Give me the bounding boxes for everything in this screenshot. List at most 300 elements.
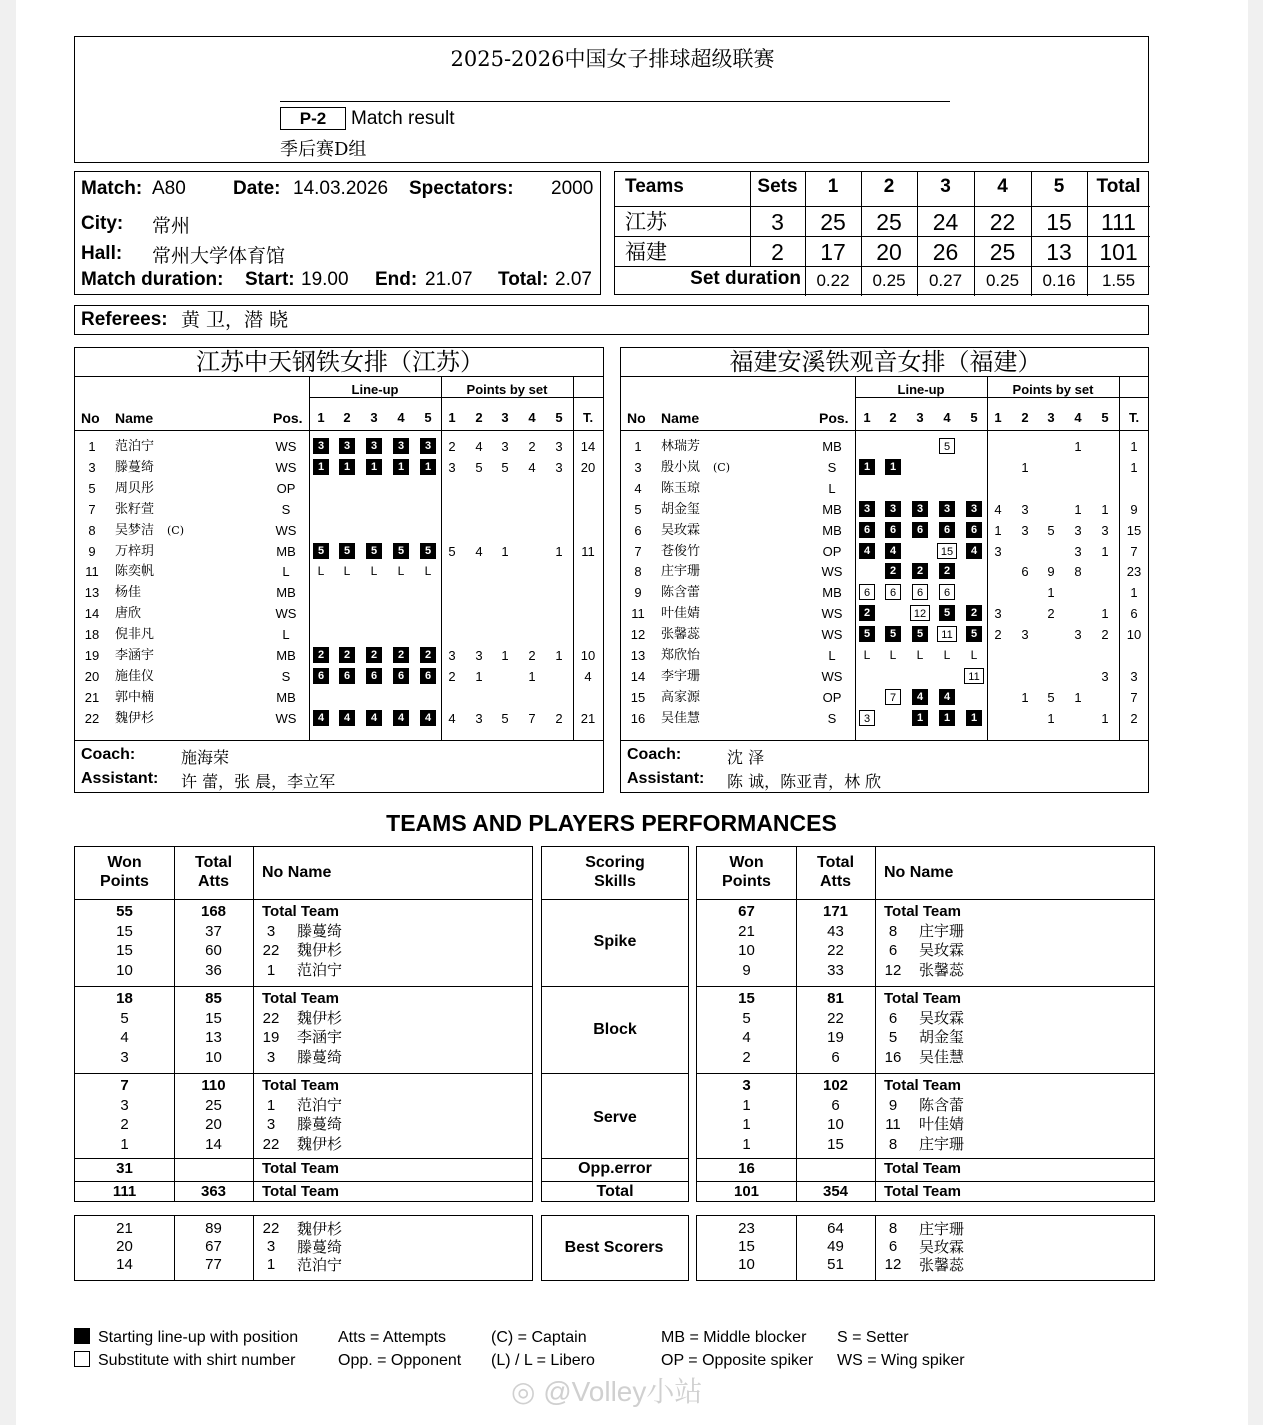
coach-name: 沈 泽 bbox=[727, 748, 765, 767]
player-name: 倪非凡 bbox=[115, 627, 155, 643]
coach-name: 施海荣 bbox=[181, 748, 230, 767]
set-points: 3 bbox=[994, 543, 1002, 559]
won-points: 4 bbox=[120, 1029, 129, 1046]
col-set: 2 bbox=[475, 410, 483, 425]
player-row bbox=[75, 436, 603, 457]
assistant-label: Assistant: bbox=[627, 770, 705, 787]
won-header: Won bbox=[729, 854, 764, 871]
player-no: 15 bbox=[630, 689, 646, 705]
team-label: 福建 bbox=[625, 240, 667, 264]
set-points: 9 bbox=[1047, 564, 1055, 580]
set-points: 3 bbox=[475, 648, 483, 663]
libero-mark: L bbox=[889, 648, 897, 662]
player-row bbox=[75, 645, 603, 666]
player-no: 8 bbox=[88, 522, 96, 538]
starting-position: 5 bbox=[366, 543, 382, 559]
total-time: 2.07 bbox=[555, 269, 592, 290]
player-no: 6 bbox=[888, 1009, 898, 1027]
match-info-box: Match: A80 Date: 14.03.2026 Spectators: 2000 City: 常州 Hall: 常州大学体育馆 Match duration: Start: 19.00 End: 21.07 Total: 2.07 bbox=[74, 171, 601, 295]
set-points: 1 bbox=[475, 668, 483, 684]
set-points: 4 bbox=[475, 439, 483, 454]
starting-position: 5 bbox=[859, 626, 875, 642]
player-pos: WS bbox=[821, 606, 843, 622]
rule bbox=[309, 397, 603, 398]
starting-position: 3 bbox=[966, 501, 982, 517]
total-atts: 14 bbox=[205, 1135, 222, 1153]
won-points: 2 bbox=[120, 1116, 129, 1133]
player-no: 22 bbox=[262, 1009, 280, 1027]
set-points: 8 bbox=[1074, 564, 1082, 580]
player-no: 12 bbox=[884, 1256, 902, 1273]
player-name: 郭中楠 bbox=[115, 689, 155, 705]
skills-header: Scoring bbox=[585, 854, 645, 871]
starting-position: 5 bbox=[420, 543, 436, 559]
points-header: Points by set bbox=[466, 382, 548, 397]
col-set: 3 bbox=[916, 410, 924, 425]
player-name: 张馨蕊 bbox=[919, 1256, 965, 1274]
player-no: 3 bbox=[266, 1116, 276, 1133]
rule bbox=[621, 376, 1148, 377]
player-no: 22 bbox=[84, 710, 100, 726]
won-points: 21 bbox=[116, 1220, 133, 1237]
starting-position: 3 bbox=[420, 438, 436, 454]
won-points: 18 bbox=[116, 990, 133, 1007]
col-set: 3 bbox=[370, 410, 378, 425]
player-name: 范泊宁 bbox=[297, 1095, 343, 1114]
city: 常州 bbox=[152, 215, 191, 237]
form-title: Match result bbox=[351, 108, 455, 129]
player-name: 万梓玥 bbox=[115, 543, 155, 559]
total-atts: 168 bbox=[200, 903, 227, 920]
player-no: 6 bbox=[888, 942, 898, 959]
set-points: 4 bbox=[994, 501, 1002, 517]
total-points: 7 bbox=[1130, 543, 1138, 559]
starting-position: 3 bbox=[885, 501, 901, 517]
won-header: Points bbox=[100, 873, 149, 890]
starting-position: 6 bbox=[859, 522, 875, 538]
total-atts: 15 bbox=[827, 1135, 844, 1153]
rule bbox=[75, 986, 532, 987]
col-pos: Pos. bbox=[819, 410, 849, 426]
player-row bbox=[75, 624, 603, 645]
skills-header: Skills bbox=[594, 873, 636, 890]
match-number: A80 bbox=[152, 178, 186, 199]
substitute-number: 11 bbox=[964, 668, 984, 684]
score-sheet: 2025-2026中国女子排球超级联赛 P-2 Match result 季后赛D组 Match: A80 Date: 14.03.2026 Spectators: 2000 City: 常州 Hall: 常州大学体育馆 Match duration: Start: 19.00 End: 21.07 Total: 2.07 Teams Sets 1 2 3 4 5 Total 江苏 3 25 25 24 22 15 111 福建 2 17 20 26 25 13 101 Set duration 0.22 0.25 0.27 0.25 0.16 1.55 Referees: 黄 卫，潜 晓 江苏中天钢铁女排（江苏） Line-up Points by set No Name Pos. 1 1 2 2 3 3 4 4 5 5 T. 1 范泊宁 WS 3 3 3 3 3 2 4 3 2 3 14 3 滕蔓绮 WS 1 1 1 1 1 3 5 5 4 3 20 5 周贝彤 OP 7 张籽萱 S 8 吴梦洁 (C) WS 9 万梓玥 MB 5 5 5 5 5 5 4 1 1 11 11 陈奕帆 L L L L L L 13 杨佳 MB 14 唐欣 WS 18 倪非凡 L 19 李涵宇 MB 2 2 2 2 2 3 3 1 2 1 10 20 施佳仪 S 6 6 6 6 6 2 1 1 4 21 郭中楠 MB 22 魏伊杉 WS 4 4 4 4 4 4 3 5 7 2 21 Coach: 施海荣 Assistant: 许 蕾，张 晨，李立军 福建安溪铁观音女排（福建） Line-up Points by set No Name Pos. 1 1 2 2 3 3 4 4 5 5 T. 1 林瑞芳 MB 5 1 1 3 殷小岚 (C) S 1 1 1 1 4 陈玉琼 L 5 胡金玺 MB 3 3 3 3 3 4 3 1 1 9 6 吴玫霖 MB 6 6 6 6 6 1 3 5 3 3 15 7 苍俊竹 OP 4 4 15 4 3 3 1 7 8 庄宇珊 WS 2 2 2 6 9 8 23 9 陈含蕾 MB 6 6 6 6 1 1 11 叶佳婧 WS 2 12 5 2 3 2 1 6 12 张馨蕊 WS 5 5 5 11 5 2 3 3 2 10 13 郑欣怡 L L L L L L 14 李宇珊 WS 11 3 3 15 高家源 OP 7 4 4 1 5 1 7 16 吴佳慧 S 3 1 1 1 1 1 2 Coach: 沈 泽 Assistant: 陈 诚，陈亚青，林 欣 TEAMS AND PLAYERS PERFORMANCES Won Points Total Atts No Name 55 168 Total Team 15 37 3 滕蔓绮 15 60 22 魏伊杉 10 36 1 范泊宁 18 85 Total Team 5 15 22 魏伊杉 4 13 19 李涵宇 3 10 3 滕蔓绮 7 110 Total Team 3 25 1 范泊宁 2 20 3 滕蔓绮 1 14 22 魏伊杉 31 Total Team 111 363 Total Team Scoring Skills Spike Block Serve Opp.error Total Won Points Total Atts No Name 67 171 Total Team 21 43 8 庄宇珊 10 22 6 吴玫霖 9 33 12 张馨蕊 15 81 Total Team 5 22 6 吴玫霖 4 19 5 胡金玺 2 6 16 吴佳慧 3 102 Total Team 1 6 9 陈含蕾 1 10 11 叶佳婧 1 15 8 庄宇珊 16 Total Team 101 354 Total Team 21 89 22 魏伊杉 20 67 3 滕蔓绮 14 77 1 范泊宁 Best Scorers 23 64 8 庄宇珊 15 49 6 吴玫霖 10 51 12 张馨蕊 Starting line-up with position Substitute with shirt number Atts = Attempts Opp. = Opponent (C) = Captain (L) / L = Libero MB = Middle blocker OP = Opposite spiker S = Setter WS = Wing spiker ◎ @Volley小站 bbox=[16, 0, 1248, 1425]
set-points: 1 bbox=[501, 648, 509, 663]
starting-position: 1 bbox=[313, 459, 329, 475]
starting-position: 1 bbox=[420, 459, 436, 475]
player-name: 李涵宇 bbox=[115, 648, 155, 663]
player-name: 陈奕帆 bbox=[115, 564, 155, 580]
col-set: 4 bbox=[1074, 410, 1082, 425]
total-points: 10 bbox=[580, 648, 596, 663]
col-total: T. bbox=[582, 410, 594, 425]
player-no: 3 bbox=[634, 459, 642, 475]
substitute-number: 3 bbox=[859, 710, 875, 726]
substitute-number: 7 bbox=[885, 689, 901, 705]
score-cell: 22 bbox=[989, 209, 1016, 235]
total-team-label: Total Team bbox=[262, 1183, 339, 1200]
won-points: 10 bbox=[738, 942, 755, 959]
player-name: 魏伊杉 bbox=[297, 1220, 343, 1238]
libero-mark: L bbox=[970, 648, 978, 662]
player-pos: MB bbox=[276, 689, 296, 705]
player-no: 22 bbox=[262, 942, 280, 959]
noname-header: No Name bbox=[884, 864, 954, 881]
set-points: 4 bbox=[448, 710, 456, 726]
total-team-label: Total Team bbox=[884, 1160, 961, 1177]
player-pos: L bbox=[828, 648, 836, 663]
player-no: 3 bbox=[266, 922, 276, 940]
won-points: 1 bbox=[742, 1116, 751, 1133]
score-cell: 20 bbox=[876, 239, 902, 265]
player-pos: S bbox=[827, 710, 837, 726]
referee-names: 黄 卫，潜 晓 bbox=[181, 309, 289, 331]
set-points: 3 bbox=[1021, 522, 1029, 538]
player-pos: MB bbox=[276, 543, 296, 559]
total-atts: 51 bbox=[827, 1256, 844, 1273]
player-pos: MB bbox=[276, 648, 296, 663]
starting-position: 3 bbox=[339, 438, 355, 454]
set-points: 2 bbox=[1047, 606, 1055, 622]
set-points: 3 bbox=[555, 459, 563, 475]
player-pos: WS bbox=[275, 710, 297, 726]
player-name: 庄宇珊 bbox=[661, 564, 701, 580]
total-atts: 102 bbox=[822, 1077, 849, 1094]
player-pos: S bbox=[281, 668, 291, 684]
player-row bbox=[621, 645, 1148, 666]
won-points: 7 bbox=[120, 1077, 129, 1094]
skills-column bbox=[541, 846, 689, 1202]
starting-position: 6 bbox=[966, 522, 982, 538]
score-cell: 17 bbox=[820, 239, 846, 265]
player-row bbox=[75, 541, 603, 562]
starting-position: 1 bbox=[366, 459, 382, 475]
score-cell: 25 bbox=[820, 209, 846, 235]
player-pos: MB bbox=[822, 439, 842, 454]
player-no: 1 bbox=[266, 1096, 276, 1114]
player-no: 16 bbox=[630, 710, 646, 726]
player-no: 12 bbox=[884, 961, 902, 979]
libero-mark: L bbox=[317, 564, 325, 579]
starting-position: 1 bbox=[859, 459, 875, 475]
total-points: 1 bbox=[1130, 459, 1138, 475]
won-points: 15 bbox=[116, 922, 133, 940]
col-set: 1 bbox=[863, 410, 871, 425]
player-no: 11 bbox=[885, 1116, 901, 1133]
score-cell: 26 bbox=[932, 239, 959, 265]
player-name: 张馨蕊 bbox=[661, 627, 701, 643]
starting-position: 6 bbox=[885, 522, 901, 538]
set-points: 7 bbox=[528, 710, 536, 726]
won-points: 67 bbox=[738, 903, 755, 920]
assistant-names: 陈 诚，陈亚青，林 欣 bbox=[727, 772, 882, 791]
starting-position: 1 bbox=[885, 459, 901, 475]
total-team-label: Total Team bbox=[262, 1160, 339, 1177]
match-date: 14.03.2026 bbox=[293, 178, 389, 199]
player-pos: L bbox=[828, 480, 836, 496]
col-name: Name bbox=[661, 410, 700, 426]
set-points: 1 bbox=[555, 648, 563, 663]
won-points: 15 bbox=[738, 990, 755, 1007]
rule bbox=[855, 397, 1148, 398]
player-no: 1 bbox=[266, 961, 276, 979]
total-atts: 363 bbox=[200, 1183, 227, 1200]
team-b-roster bbox=[620, 347, 1149, 793]
rule bbox=[75, 376, 603, 377]
starting-position: 4 bbox=[885, 543, 901, 559]
libero-mark: L bbox=[943, 648, 951, 662]
player-pos: WS bbox=[275, 606, 297, 622]
player-no: 18 bbox=[84, 627, 100, 643]
player-no: 19 bbox=[262, 1029, 280, 1046]
won-points: 55 bbox=[116, 903, 133, 920]
starting-position: 5 bbox=[912, 626, 928, 642]
team-b-best-scorers bbox=[696, 1215, 1155, 1281]
rule bbox=[75, 430, 603, 431]
libero-mark: L bbox=[370, 564, 378, 579]
set-duration: 0.25 bbox=[985, 271, 1020, 290]
starting-position: 6 bbox=[313, 668, 329, 684]
assistant-names: 许 蕾，张 晨，李立军 bbox=[181, 772, 336, 791]
player-row bbox=[621, 687, 1148, 708]
player-row bbox=[75, 478, 603, 499]
starting-position: 2 bbox=[859, 605, 875, 621]
set-points: 3 bbox=[448, 459, 456, 475]
col-set: 4 bbox=[943, 410, 951, 425]
score-cell: 111 bbox=[1101, 209, 1136, 235]
total-atts: 110 bbox=[201, 1077, 226, 1094]
libero-mark: L bbox=[863, 648, 871, 662]
starting-square-icon bbox=[74, 1328, 90, 1344]
coach-label: Coach: bbox=[81, 746, 136, 763]
player-row bbox=[75, 603, 603, 624]
starting-position: 3 bbox=[939, 501, 955, 517]
won-points: 9 bbox=[742, 961, 751, 979]
set-points: 2 bbox=[528, 439, 536, 454]
player-row bbox=[75, 666, 603, 687]
starting-position: 3 bbox=[313, 438, 329, 454]
total-atts: 49 bbox=[827, 1238, 844, 1255]
atts-header: Total bbox=[194, 854, 233, 871]
won-points: 3 bbox=[120, 1096, 129, 1114]
rule bbox=[542, 899, 688, 900]
set-duration: 0.25 bbox=[872, 271, 906, 290]
rule bbox=[542, 986, 688, 987]
player-name: 胡金玺 bbox=[919, 1028, 965, 1046]
set-points: 3 bbox=[1021, 501, 1029, 517]
player-name: 吴玫霖 bbox=[661, 522, 701, 538]
won-header: Won bbox=[107, 854, 142, 871]
won-points: 21 bbox=[738, 922, 755, 940]
player-pos: WS bbox=[275, 459, 297, 475]
total-points: 3 bbox=[1130, 668, 1138, 684]
substitute-number: 6 bbox=[912, 584, 928, 600]
player-name: 唐欣 bbox=[115, 606, 142, 622]
won-points: 10 bbox=[116, 961, 133, 979]
won-points: 23 bbox=[738, 1220, 755, 1237]
starting-position: 4 bbox=[420, 710, 436, 726]
score-cell: 25 bbox=[876, 209, 902, 235]
player-name: 高家源 bbox=[661, 689, 701, 705]
total-atts: 10 bbox=[827, 1116, 844, 1133]
set-points: 1 bbox=[528, 668, 536, 684]
set-points: 2 bbox=[555, 710, 563, 726]
stage-label: 季后赛D组 bbox=[280, 139, 367, 160]
substitute-number: 15 bbox=[937, 543, 957, 559]
won-points: 1 bbox=[120, 1135, 129, 1153]
col-set: 2 bbox=[889, 410, 897, 425]
player-name: 吴佳慧 bbox=[919, 1047, 965, 1066]
rule bbox=[697, 986, 1154, 987]
player-no: 9 bbox=[634, 585, 642, 601]
score-cell: 13 bbox=[1046, 239, 1072, 265]
rule bbox=[253, 847, 254, 1201]
score-cell: 24 bbox=[932, 209, 959, 235]
player-pos: OP bbox=[822, 689, 842, 705]
won-points: 16 bbox=[738, 1160, 755, 1177]
set-points: 3 bbox=[1021, 627, 1029, 643]
rule bbox=[697, 1073, 1154, 1074]
set-points: 3 bbox=[1074, 627, 1082, 643]
substitute-number: 6 bbox=[939, 584, 955, 600]
total-atts: 354 bbox=[822, 1183, 849, 1200]
player-no: 3 bbox=[266, 1238, 276, 1255]
set-points: 1 bbox=[1021, 689, 1029, 705]
libero-mark: L bbox=[397, 564, 405, 579]
score-header: 2 bbox=[883, 176, 895, 197]
won-points: 101 bbox=[733, 1183, 760, 1200]
league-title: 2025-2026中国女子排球超级联赛 bbox=[450, 47, 775, 71]
player-name: 吴佳慧 bbox=[661, 710, 701, 726]
score-header: Teams bbox=[625, 176, 684, 197]
substitute-number: 6 bbox=[885, 584, 901, 600]
set-duration: 0.27 bbox=[928, 271, 963, 290]
player-name: 庄宇珊 bbox=[919, 1220, 965, 1238]
player-pos: WS bbox=[821, 668, 843, 684]
col-name: Name bbox=[115, 410, 154, 426]
player-no: 1 bbox=[88, 439, 96, 454]
score-cell: 15 bbox=[1046, 209, 1072, 235]
player-pos: OP bbox=[276, 480, 296, 496]
player-name: 滕蔓绮 bbox=[297, 1115, 343, 1133]
set-points: 1 bbox=[555, 543, 563, 559]
total-points: 9 bbox=[1130, 501, 1138, 517]
col-set: 1 bbox=[448, 410, 456, 425]
starting-position: 6 bbox=[366, 668, 382, 684]
weibo-icon: ◎ bbox=[511, 1376, 536, 1407]
total-points: 1 bbox=[1130, 585, 1138, 601]
total-atts: 19 bbox=[827, 1029, 844, 1046]
starting-position: 5 bbox=[885, 626, 901, 642]
player-name: 胡金玺 bbox=[661, 501, 701, 517]
spectators: 2000 bbox=[551, 178, 594, 199]
set-points: 1 bbox=[1101, 710, 1109, 726]
col-pos: Pos. bbox=[273, 410, 303, 426]
rule bbox=[875, 847, 876, 1201]
score-cell: 25 bbox=[989, 239, 1016, 265]
set-points: 5 bbox=[1047, 522, 1055, 538]
player-pos: MB bbox=[822, 501, 842, 517]
starting-position: 3 bbox=[859, 501, 875, 517]
player-row bbox=[621, 520, 1148, 541]
set-points: 3 bbox=[1074, 543, 1082, 559]
set-points: 2 bbox=[994, 627, 1002, 643]
set-points: 1 bbox=[1074, 439, 1082, 454]
total-atts: 37 bbox=[205, 922, 222, 940]
player-row bbox=[621, 436, 1148, 457]
best-scorers-label-box: Best Scorers bbox=[541, 1215, 689, 1281]
starting-position: 4 bbox=[313, 710, 329, 726]
starting-position: 1 bbox=[339, 459, 355, 475]
total-points: 23 bbox=[1126, 564, 1142, 580]
lineup-header: Line-up bbox=[897, 382, 945, 397]
total-atts: 15 bbox=[205, 1009, 222, 1027]
player-name: 陈含蕾 bbox=[919, 1095, 965, 1114]
player-no: 11 bbox=[85, 564, 99, 580]
won-points: 2 bbox=[742, 1048, 751, 1066]
set-points: 1 bbox=[501, 543, 509, 559]
total-atts: 171 bbox=[822, 903, 849, 920]
set-points: 2 bbox=[448, 668, 456, 684]
player-row bbox=[75, 561, 603, 582]
starting-position: 1 bbox=[966, 710, 982, 726]
starting-position: 2 bbox=[885, 563, 901, 579]
player-pos: MB bbox=[822, 522, 842, 538]
player-no: 8 bbox=[888, 1220, 898, 1237]
total-atts: 10 bbox=[205, 1048, 222, 1066]
player-row bbox=[621, 582, 1148, 603]
player-name: 庄宇珊 bbox=[919, 1134, 965, 1153]
team-a-performance bbox=[74, 846, 533, 1202]
total-points: 1 bbox=[1130, 439, 1138, 454]
player-name: 魏伊杉 bbox=[297, 941, 343, 959]
col-set: 5 bbox=[555, 410, 563, 425]
set-points: 1 bbox=[1074, 501, 1082, 517]
set-points: 5 bbox=[1047, 689, 1055, 705]
player-no: 8 bbox=[634, 564, 642, 580]
won-points: 3 bbox=[120, 1048, 129, 1066]
player-no: 19 bbox=[84, 648, 100, 663]
starting-position: 1 bbox=[912, 710, 928, 726]
set-points: 4 bbox=[528, 459, 536, 475]
player-name: 李宇珊 bbox=[661, 668, 701, 684]
player-row bbox=[75, 687, 603, 708]
team-b-name: 福建安溪铁观音女排（福建） bbox=[729, 348, 1042, 376]
player-name: 施佳仪 bbox=[115, 668, 155, 684]
col-set: 5 bbox=[1101, 410, 1109, 425]
player-no: 16 bbox=[884, 1048, 902, 1066]
player-no: 13 bbox=[84, 585, 100, 601]
player-row bbox=[621, 624, 1148, 645]
player-no: 5 bbox=[634, 501, 642, 517]
rule bbox=[697, 899, 1154, 900]
points-header: Points by set bbox=[1012, 382, 1094, 397]
player-pos: OP bbox=[822, 543, 842, 559]
player-name: 滕蔓绮 bbox=[297, 1047, 343, 1066]
player-no: 4 bbox=[634, 480, 642, 496]
player-pos: WS bbox=[821, 627, 843, 643]
total-team-label: Total Team bbox=[884, 1077, 961, 1094]
player-name: 陈含蕾 bbox=[661, 585, 701, 601]
total-atts: 36 bbox=[205, 961, 222, 979]
form-code: P-2 bbox=[280, 107, 346, 130]
rule bbox=[253, 1216, 254, 1280]
set-points: 1 bbox=[1021, 459, 1029, 475]
won-points: 1 bbox=[742, 1096, 751, 1114]
score-header: 4 bbox=[997, 176, 1008, 197]
